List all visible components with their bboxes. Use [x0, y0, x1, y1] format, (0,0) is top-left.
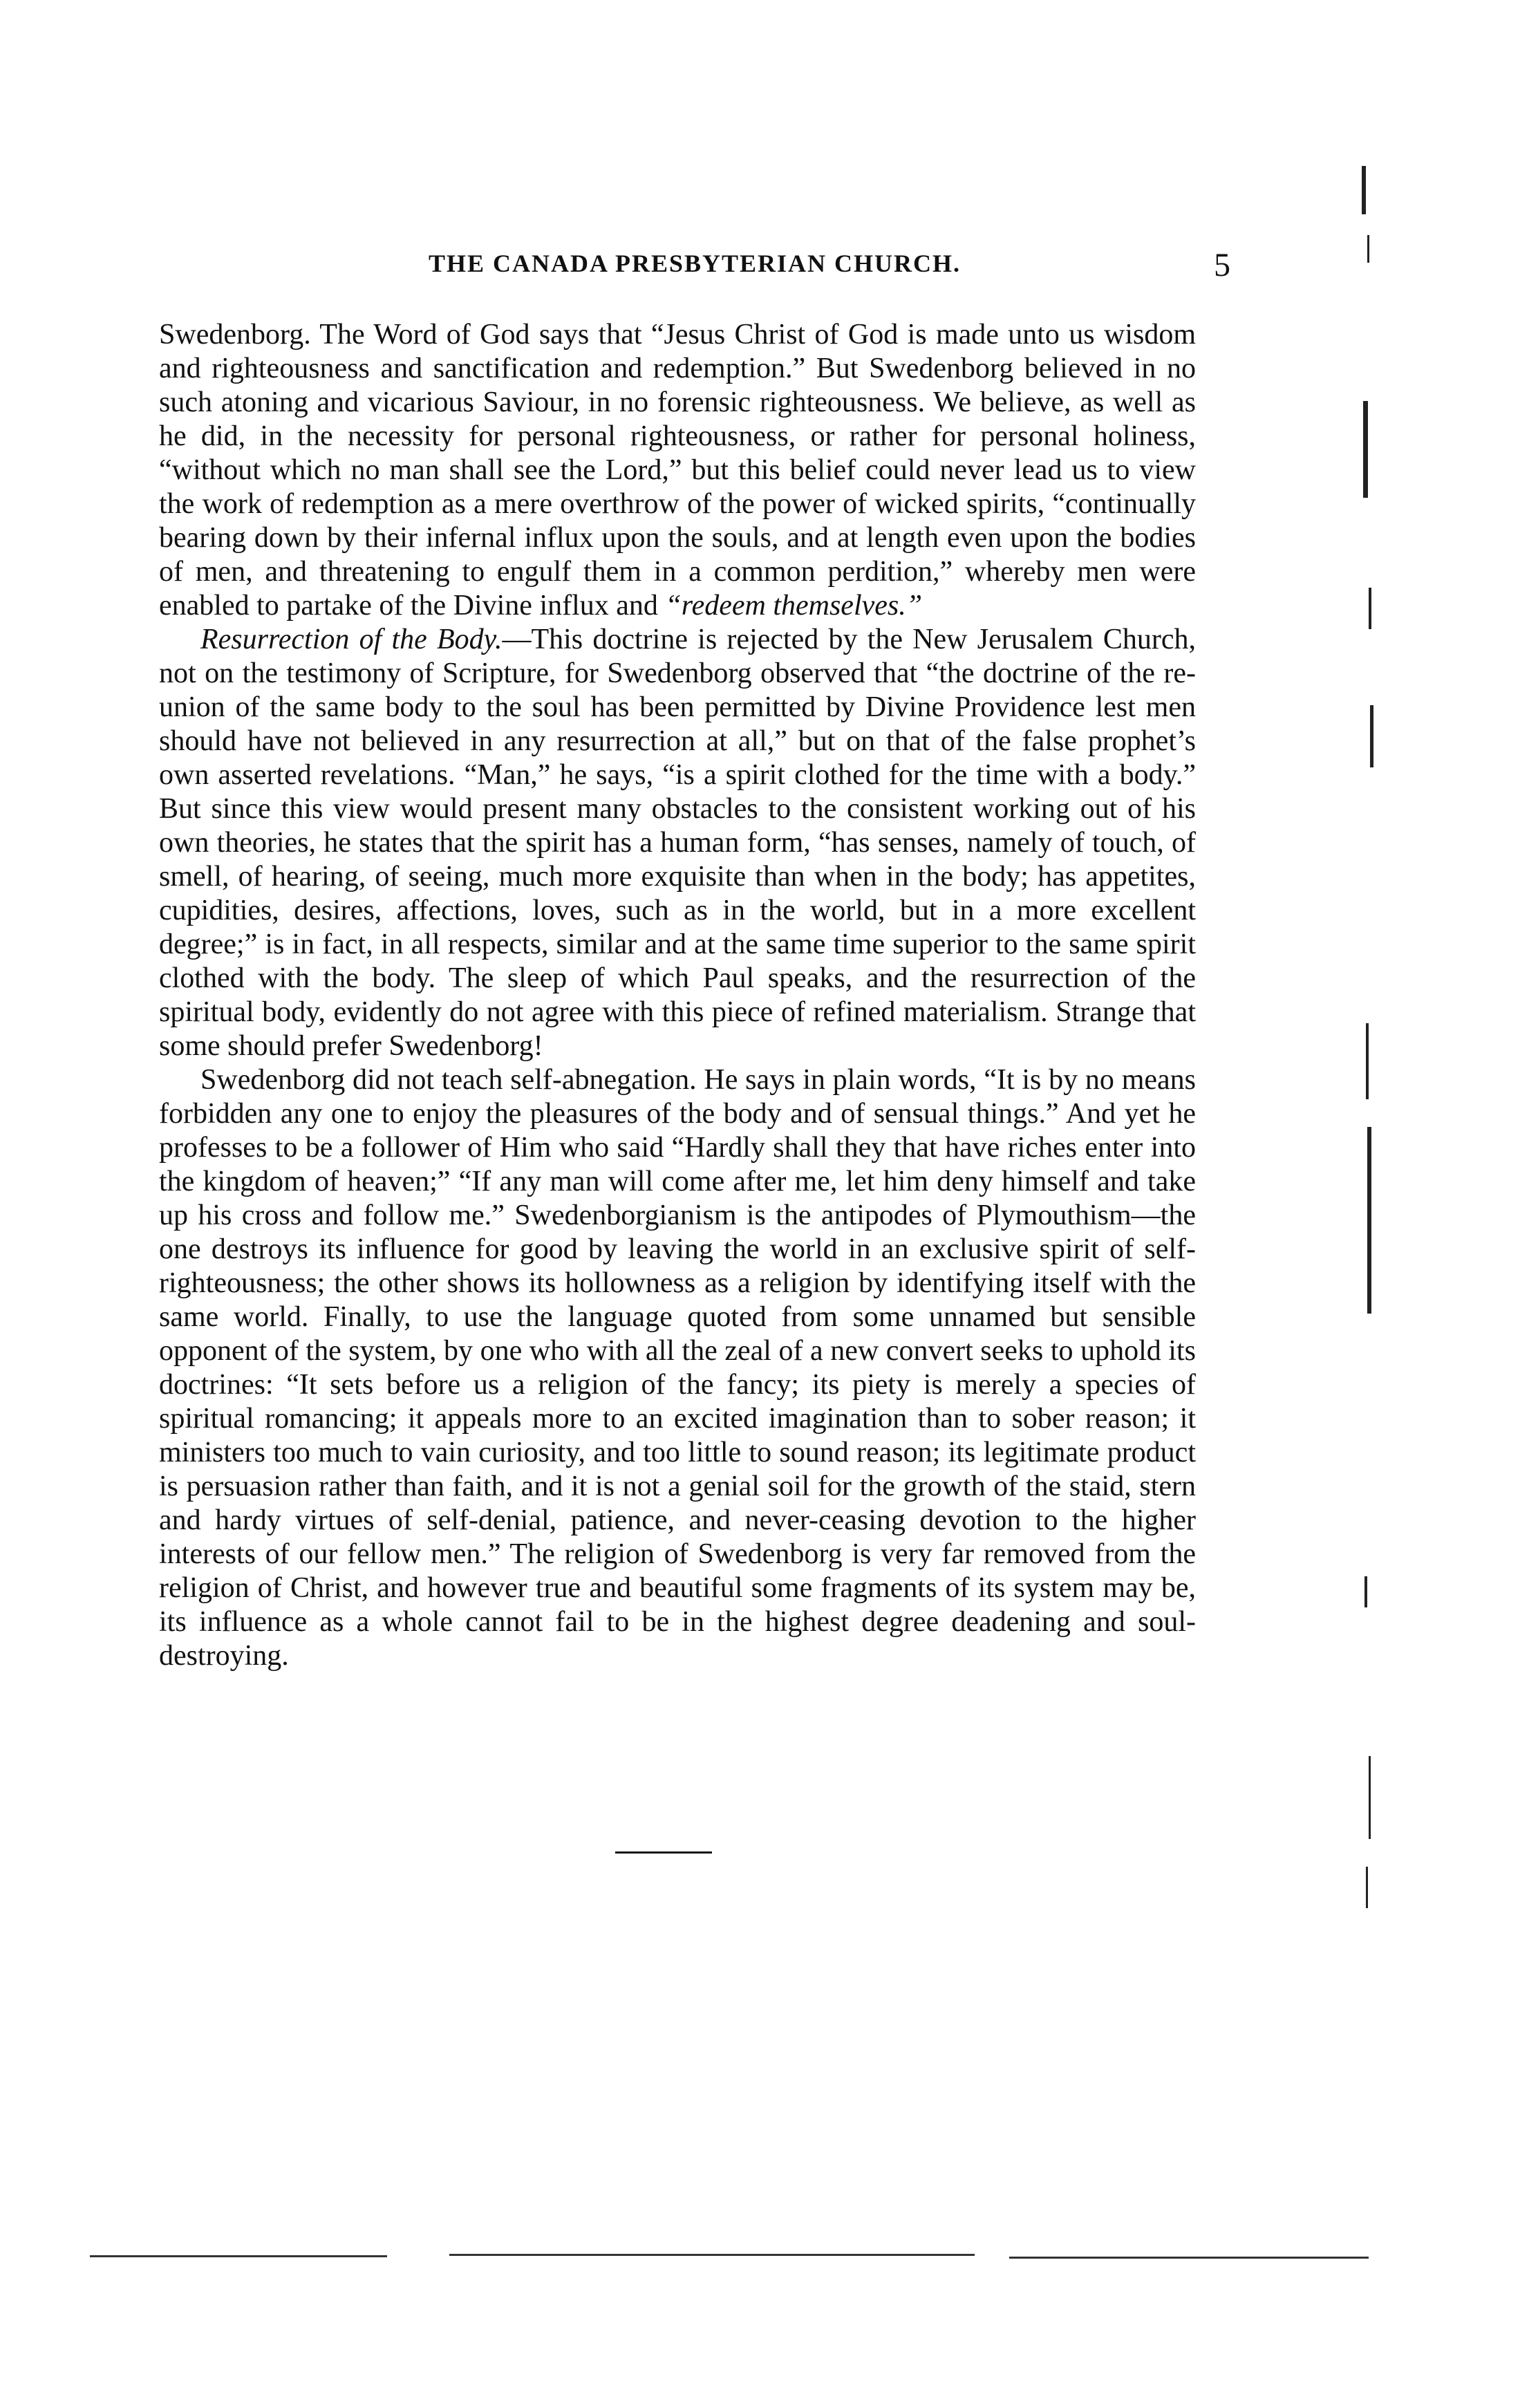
- margin-mark: [1366, 1867, 1368, 1908]
- margin-mark: [1362, 166, 1366, 214]
- binding-edge-marks: [1334, 111, 1403, 1936]
- paragraph-1: [159, 318, 1196, 623]
- page-number: 5: [1214, 247, 1230, 283]
- paragraph-2-text: —This doctrine is rejected by the New Jerusalem Church, not on the testimony of Scripture, for Swedenborg observed that “the doctrine of the re-union of the same body to the soul has been permitted by Divine Providence lest men should have not believed in any resurrection at all,” but on that of the false prophet’s own asserted revelations. “Man,” he says, “is a spirit clothed for the time with a body.” But since this view would present many obstacles to the consistent working out of his own theories, he states that the spirit has a human form, “has senses, namely of touch, of smell, of hearing, of seeing, much more exquisite than when in the body; has appetites, cupidities, desires, affections, loves, such as in the world, but in a more excellent degree;” is in fact, in all respects, similar and at the same time superior to the same spirit clothed with the body. The sleep of which Paul speaks, and the resurrection of the spiritual body, evidently do not agree with this piece of refined materialism. Strange that some should prefer Swedenborg!: [159, 624, 1197, 1062]
- paragraph-1-text: Swedenborg. The Word of God says that “Jesus Christ of God is made unto us wisdom and righteousness and sanctification and redemption.” But Swedenborg believed in no such atoning and vicarious Saviour, in no forensic righteousness. We believe, as well as he did, in the necessity for personal righteousness, or rather for personal holiness, “without which no man shall see the Lord,” but this belief could never lead us to view the work of redemption as a mere overthrow of the power of wicked spirits, “continually bearing down by their infernal influx upon the souls, and at length even upon the bodies of men, and threatening to engulf them in a common perdition,” whereby men were enabled to partake of the Divine influx and: [159, 319, 1196, 622]
- bottom-line-segment: [1009, 2257, 1369, 2259]
- running-title: THE CANADA PRESBYTERIAN CHURCH.: [428, 250, 962, 277]
- paragraph-2: [159, 623, 1196, 1063]
- margin-mark: [1370, 705, 1373, 767]
- paragraph-1-end-quote: “redeem themselves.”: [665, 590, 923, 622]
- paragraph-3: [159, 1063, 1196, 1673]
- running-header: [159, 249, 1230, 290]
- margin-mark: [1369, 1756, 1371, 1839]
- paragraph-2-heading: Resurrection of the Body.: [200, 624, 503, 655]
- bottom-line-segment: [449, 2254, 975, 2256]
- margin-mark: [1367, 235, 1369, 263]
- bottom-line-segment: [90, 2255, 387, 2257]
- end-rule: [615, 1851, 712, 1854]
- article-body: [159, 318, 1196, 1673]
- margin-mark: [1364, 1576, 1367, 1607]
- bottom-edge-line: [90, 2252, 1389, 2266]
- margin-mark: [1363, 401, 1368, 498]
- margin-mark: [1369, 588, 1371, 629]
- margin-mark: [1366, 1023, 1369, 1099]
- margin-mark: [1367, 1127, 1371, 1314]
- paragraph-3-text: Swedenborg did not teach self-abnegation. He says in plain words, “It is by no means forbidden any one to enjoy the pleasures of the body and of sensual things.” And yet he professes to be a follower of Him who said “Hardly shall they that have riches enter into the kingdom of heaven;” “If any man will come after me, let him deny himself and take up his cross and follow me.” Swedenborgianism is the antipodes of Plymouthism—the one destroys its influence for good by leaving the world in an exclusive spirit of self-righteousness; the other shows its hollowness as a religion by identifying itself with the same world. Finally, to use the language quoted from some unnamed but sensible opponent of the system, by one who with all the zeal of a new convert seeks to uphold its doctrines: “It sets before us a religion of the fancy; its piety is merely a species of spiritual romancing; it appeals more to an excited imagination than to sober reason; it ministers too much to vain curiosity, and too little to sound reason; its legitimate product is persuasion rather than faith, and it is not a genial soil for the growth of the staid, stern and hardy virtues of self-denial, patience, and never-ceasing devotion to the higher interests of our fellow men.” The religion of Swedenborg is very far removed from the religion of Christ, and however true and beautiful some fragments of its system may be, its influence as a whole cannot fail to be in the highest degree deadening and soul-destroying.: [159, 1064, 1196, 1672]
